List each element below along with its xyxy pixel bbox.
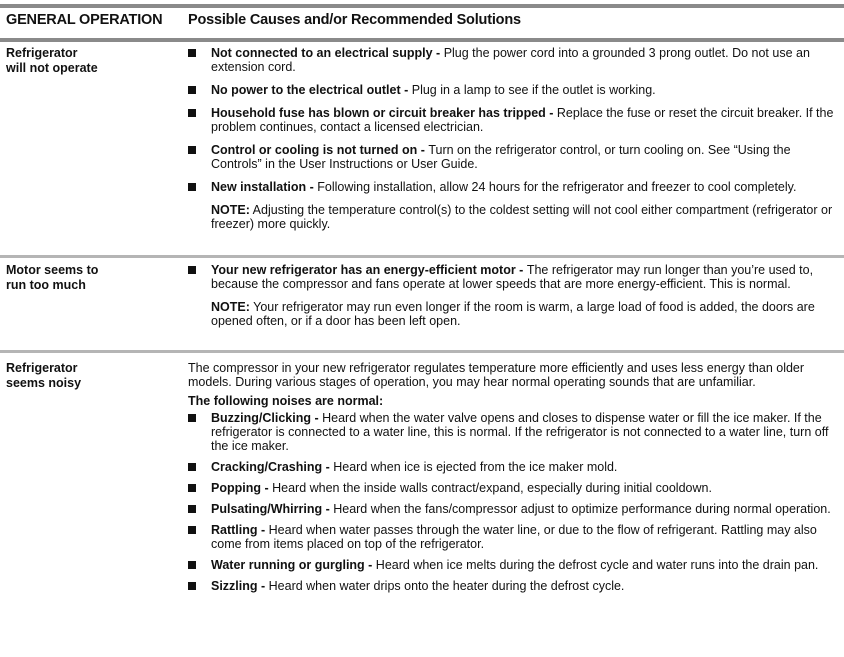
list-item <box>188 579 836 593</box>
solutions <box>188 361 836 600</box>
note-text: Adjusting the temperature control(s) to the coldest setting will not cool either compartment (refrigerator or freezer) more quickly. <box>211 203 833 231</box>
item-text: Heard when the inside walls contract/expand, especially during initial cooldown. <box>272 481 712 495</box>
item-text: Heard when water passes through the water line, or due to the flow of refrigerant. Rattling may also come from items placed on top of the refrigerator. <box>211 523 817 551</box>
item-text: Plug in a lamp to see if the outlet is working. <box>411 83 656 97</box>
bullet-square-icon <box>188 561 196 569</box>
item-text: Heard when ice is ejected from the ice maker mold. <box>333 460 618 474</box>
bullet-square-icon <box>188 86 196 94</box>
cause-label: Motor seems to run too much <box>6 263 99 292</box>
solutions <box>188 263 836 334</box>
item-text: Following installation, allow 24 hours for the refrigerator and freezer to cool completely. <box>317 180 797 194</box>
item-title: Sizzling - <box>211 579 269 593</box>
header-causes-solutions: Possible Causes and/or Recommended Solutions <box>188 12 521 28</box>
list-item <box>188 180 836 194</box>
bullet-square-icon <box>188 484 196 492</box>
section-divider <box>0 350 844 353</box>
bullet-square-icon <box>188 463 196 471</box>
item-text: Heard when water drips onto the heater during the defrost cycle. <box>268 579 625 593</box>
cause-label: Refrigerator seems noisy <box>6 361 82 390</box>
item-text: Heard when the water valve opens and closes to dispense water or fill the ice maker. If the refrigerator is connected to a water line, this is normal. If the refrigerator is not connected to a water line, turn off the ice maker. <box>211 411 829 453</box>
bullet-square-icon <box>188 582 196 590</box>
item-title: No power to the electrical outlet - <box>211 83 412 97</box>
list-item <box>188 263 836 291</box>
bullet-square-icon <box>188 146 196 154</box>
note-text: Your refrigerator may run even longer if the room is warm, a large load of food is added, the doors are opened often, or if a door has been left open. <box>211 300 815 328</box>
bullet-square-icon <box>188 49 196 57</box>
item-title: Popping - <box>211 481 273 495</box>
bullet-square-icon <box>188 109 196 117</box>
solutions <box>188 46 836 237</box>
bullet-square-icon <box>188 414 196 422</box>
item-title: Rattling - <box>211 523 269 537</box>
list-item <box>188 106 836 134</box>
item-title: New installation - <box>211 180 318 194</box>
item-text: Replace the fuse or reset the circuit breaker. If the problem continues, contact a licensed electrician. <box>211 106 834 134</box>
list-item <box>188 523 836 551</box>
bullet-square-icon <box>188 266 196 274</box>
top-rule <box>0 4 844 8</box>
note <box>188 203 836 231</box>
list-item <box>188 558 836 572</box>
header-general-operation: GENERAL OPERATION <box>6 12 163 28</box>
list-item <box>188 46 836 74</box>
item-title: Control or cooling is not turned on - <box>211 143 429 157</box>
item-text: Turn on the refrigerator control, or turn cooling on. See “Using the Controls” in the User Instructions or User Guide. <box>211 143 791 171</box>
item-title: Household fuse has blown or circuit breaker has tripped - <box>211 106 557 120</box>
item-text: Heard when ice melts during the defrost cycle and water runs into the drain pan. <box>375 558 819 572</box>
bullet-square-icon <box>188 183 196 191</box>
item-title: Water running or gurgling - <box>211 558 376 572</box>
bullet-square-icon <box>188 526 196 534</box>
list-item <box>188 411 836 453</box>
item-title: Your new refrigerator has an energy-efficient motor - <box>211 263 527 277</box>
table-header <box>0 12 844 36</box>
item-title: Buzzing/Clicking - <box>211 411 323 425</box>
list-item <box>188 83 836 97</box>
header-rule <box>0 38 844 42</box>
note-label: NOTE: <box>211 300 250 314</box>
note-label: NOTE: <box>211 203 250 217</box>
list-item <box>188 502 836 516</box>
item-title: Pulsating/Whirring - <box>211 502 334 516</box>
item-title: Cracking/Crashing - <box>211 460 334 474</box>
cause-label: Refrigerator will not operate <box>6 46 98 75</box>
list-item <box>188 460 836 474</box>
list-item <box>188 143 836 171</box>
item-title: Not connected to an electrical supply - <box>211 46 444 60</box>
intro-paragraph: The compressor in your new refrigerator regulates temperature more efficiently and uses less energy than older models. During various stages of operation, you may hear normal operating sounds that are unfamiliar. <box>188 361 805 389</box>
note <box>188 300 836 328</box>
section-divider <box>0 255 844 258</box>
item-text: Plug the power cord into a grounded 3 prong outlet. Do not use an extension cord. <box>211 46 810 74</box>
item-text: The refrigerator may run longer than you’re used to, because the compressor and fans operate at lower speeds that are more energy-efficient. This is normal. <box>211 263 814 291</box>
noises-subheading: The following noises are normal: <box>188 394 384 408</box>
item-text: Heard when the fans/compressor adjust to optimize performance during normal operation. <box>333 502 831 516</box>
bullet-square-icon <box>188 505 196 513</box>
list-item <box>188 481 836 495</box>
